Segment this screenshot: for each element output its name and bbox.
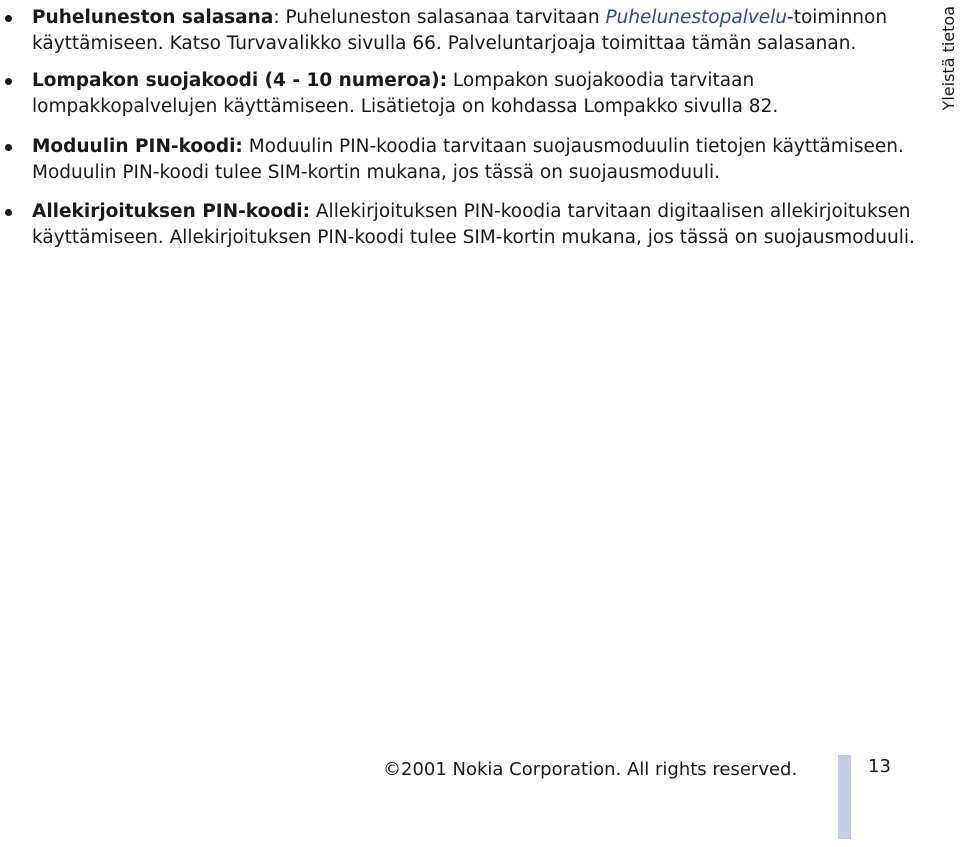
cross-reference-link[interactable]: Puhelunestopalvelu [605,7,788,28]
item-term: Lompakon suojakoodi (4 - 10 numeroa): [32,70,448,91]
bullet-icon [5,15,12,22]
item-text: Lompakon suojakoodia tarvitaan lompakkopalvelujen käyttämiseen. Lisätietoja on kohdassa Lompakko sivulla 82. [32,70,779,117]
item-text: Moduulin PIN-koodia tarvitaan suojausmoduulin tietojen käyttämiseen. Moduulin PIN-koodi tulee SIM-kortin mukana, jos tässä on suojausmoduuli. [32,136,904,183]
list-item [0,5,932,57]
bullet-icon [5,209,12,216]
footer-bar [838,755,851,839]
list-item [0,68,932,120]
item-separator: : [273,7,286,28]
item-text: Allekirjoituksen PIN-koodia tarvitaan digitaalisen allekirjoituksen käyttämiseen. Allekirjoituksen PIN-koodi tulee SIM-kortin mukana, jos tässä on suojausmoduuli. [32,201,915,248]
list-item [0,134,932,186]
page-number: 13 [868,756,891,777]
bullet-icon [5,144,12,151]
item-term: Puheluneston salasana [32,7,274,28]
list-item [0,199,932,251]
item-term: Moduulin PIN-koodi: [32,136,243,157]
item-text: Puheluneston salasanaa tarvitaan [285,7,606,28]
footer-copyright: ©2001 Nokia Corporation. All rights reserved. [383,759,798,780]
item-text-continued: -toiminnon käyttämiseen. Katso Turvavalikko sivulla 66. Palveluntarjoaja toimittaa tämän salasanan. [32,7,888,54]
item-term: Allekirjoituksen PIN-koodi: [32,201,311,222]
bullet-icon [5,78,12,85]
section-side-title: Yleistä tietoa [939,6,958,111]
